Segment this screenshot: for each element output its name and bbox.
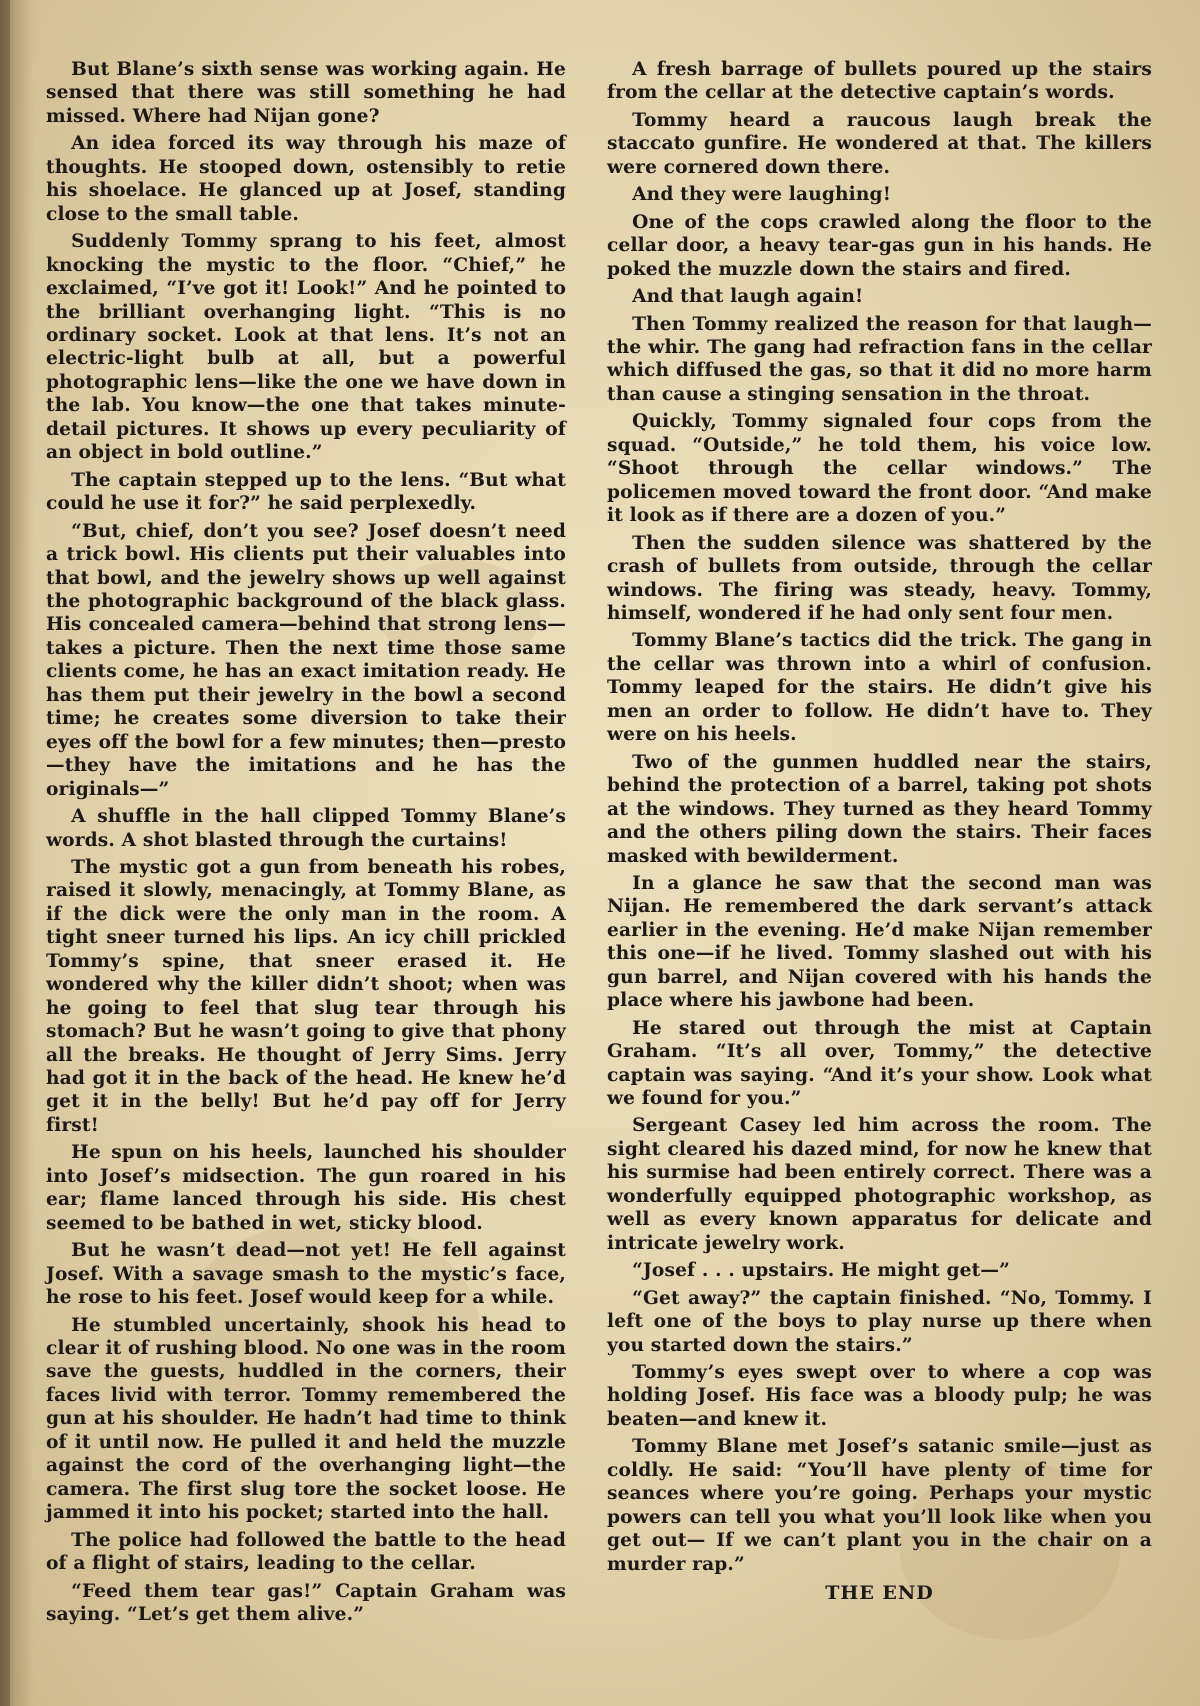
paragraph: Tommy’s eyes swept over to where a cop was holding Josef. His face was a bloody pulp; he was beaten—and knew it.: [607, 1362, 1152, 1430]
paragraph: Two of the gunmen huddled near the stairs, behind the protection of a barrel, taking pot shots at the windows. They turned as they heard Tommy and the others piling down the stairs. Their faces masked with bewilderment.: [607, 751, 1152, 867]
paragraph: He stared out through the mist at Captain Graham. “It’s all over, Tommy,” the detective captain was saying. “And it’s your show. Look what we found for you.”: [607, 1017, 1152, 1110]
paragraph: One of the cops crawled along the floor to the cellar door, a heavy tear-gas gun in his hands. He poked the muzzle down the stairs and fired.: [607, 211, 1152, 280]
paragraph: Sergeant Casey led him across the room. The sight cleared his dazed mind, for now he knew that his surmise had been entirely correct. There was a wonderfully equipped photographic workshop, as well as every known apparatus for delicate and intricate jewelry work.: [607, 1115, 1152, 1254]
paragraph: Quickly, Tommy signaled four cops from the squad. “Outside,” he told them, his voice low. “Shoot through the cellar windows.” The policemen moved toward the front door. “And make it look as if there are a dozen of you.”: [607, 411, 1152, 527]
paragraph: Tommy heard a raucous laugh break the staccato gunfire. He wondered at that. The killers were cornered down there.: [607, 109, 1152, 178]
the-end-label: THE END: [825, 1582, 934, 1605]
paragraph: The mystic got a gun from beneath his robes, raised it slowly, menacingly, at Tommy Blane, as if the dick were the only man in the room. A tight sneer turned his lips. An icy chill prickled Tommy’s spine, that sneer erased it. He wondered why the killer didn’t shoot; when was he going to feel that slug tear through his stomach? But he wasn’t going to give that phony all the breaks. He thought of Jerry Sims. Jerry had got it in the back of the head. He knew he’d get it in the belly! But he’d pay off for Jerry first!: [46, 856, 566, 1136]
paragraph: But he wasn’t dead—not yet! He fell against Josef. With a savage smash to the mystic’s face, he rose to his feet. Josef would keep for a while.: [46, 1240, 566, 1309]
paragraph: Tommy Blane’s tactics did the trick. The gang in the cellar was thrown into a whirl of confusion. Tommy leaped for the stairs. He didn’t give his men an order to follow. He didn’t have to. They were on his heels.: [607, 630, 1152, 746]
paragraph: And they were laughing!: [632, 184, 892, 206]
spine-shadow: [0, 0, 10, 1706]
paragraph: A fresh barrage of bullets poured up the stairs from the cellar at the detective captain’s words.: [607, 59, 1152, 104]
paragraph: “Get away?” the captain finished. “No, Tommy. I left one of the boys to play nurse up there when you started down the stairs.”: [607, 1287, 1152, 1356]
paragraph: But Blane’s sixth sense was working again. He sensed that there was still something he had missed. Where had Nijan gone?: [46, 59, 566, 127]
paragraph: “But, chief, don’t you see? Josef doesn’t need a trick bowl. His clients put their valuables into that bowl, and the jewelry shows up well against the photographic background of the black glass. His concealed camera—behind that strong lens—takes a picture. Then the next time those same clients come, he has an exact imitation ready. He has them put their jewelry in the bowl a second time; he creates some diversion to take their eyes off the bowl for a few minutes; then—presto—they have the imitations and he has the originals—”: [46, 520, 566, 800]
paragraph: The captain stepped up to the lens. “But what could he use it for?” he said perplexedly.: [46, 469, 566, 515]
paragraph: Suddenly Tommy sprang to his feet, almost knocking the mystic to the floor. “Chief,” he exclaimed, “I’ve got it! Look!” And he pointed to the brilliant overhanging light. “This is no ordinary socket. Look at that lens. It’s not an electric-light bulb at all, but a powerful photographic lens—like the one we have down in the lab. You know—the one that takes minute-detail pictures. It shows up every peculiarity of an object in bold outline.”: [46, 231, 566, 464]
paragraph: Then Tommy realized the reason for that laugh—the whir. The gang had refraction fans in the cellar which diffused the gas, so that it did no more harm than cause a stinging sensation in the throat.: [607, 313, 1152, 405]
paragraph: An idea forced its way through his maze of thoughts. He stooped down, ostensibly to retie his shoelace. He glanced up at Josef, standing close to the small table.: [46, 133, 566, 225]
paragraph: He spun on his heels, launched his shoulder into Josef’s midsection. The gun roared in his ear; flame lanced through his side. His chest seemed to be bathed in wet, sticky blood.: [46, 1142, 566, 1234]
paragraph: A shuffle in the hall clipped Tommy Blane’s words. A shot blasted through the curtains!: [46, 806, 566, 851]
paragraph: He stumbled uncertainly, shook his head to clear it of rushing blood. No one was in the room save the guests, huddled in the corners, their faces livid with terror. Tommy remembered the gun at his shoulder. He hadn’t had time to think of it until now. He pulled it and held the muzzle against the cord of the overhanging light—the camera. The first slug tore the socket loose. He jammed it into his pocket; started into the hall.: [46, 1314, 566, 1524]
paragraph: And that laugh again!: [632, 286, 864, 308]
paragraph: “Josef . . . upstairs. He might get—”: [632, 1260, 1010, 1282]
paragraph: Then the sudden silence was shattered by the crash of bullets from outside, through the cellar windows. The firing was steady, heavy. Tommy, himself, wondered if he had only sent four men.: [607, 532, 1152, 624]
right-text-column: [607, 58, 1152, 1606]
paragraph: “Feed them tear gas!” Captain Graham was saying. “Let’s get them alive.”: [46, 1580, 566, 1625]
left-text-column: [46, 58, 566, 1630]
paragraph: Tommy Blane met Josef’s satanic smile—just as coldly. He said: “You’ll have plenty of time for seances where you’re going. Perhaps your mystic powers can tell you what you’ll look like when you get out— If we can’t plant you in the chair on a murder rap.”: [607, 1436, 1152, 1575]
paragraph: In a glance he saw that the second man was Nijan. He remembered the dark servant’s attack earlier in the evening. He’d make Nijan remember this one—if he lived. Tommy slashed out with his gun barrel, and Nijan covered with his hands the place where his jawbone had been.: [607, 872, 1152, 1012]
paragraph: The police had followed the battle to the head of a flight of stairs, leading to the cellar.: [46, 1529, 566, 1575]
